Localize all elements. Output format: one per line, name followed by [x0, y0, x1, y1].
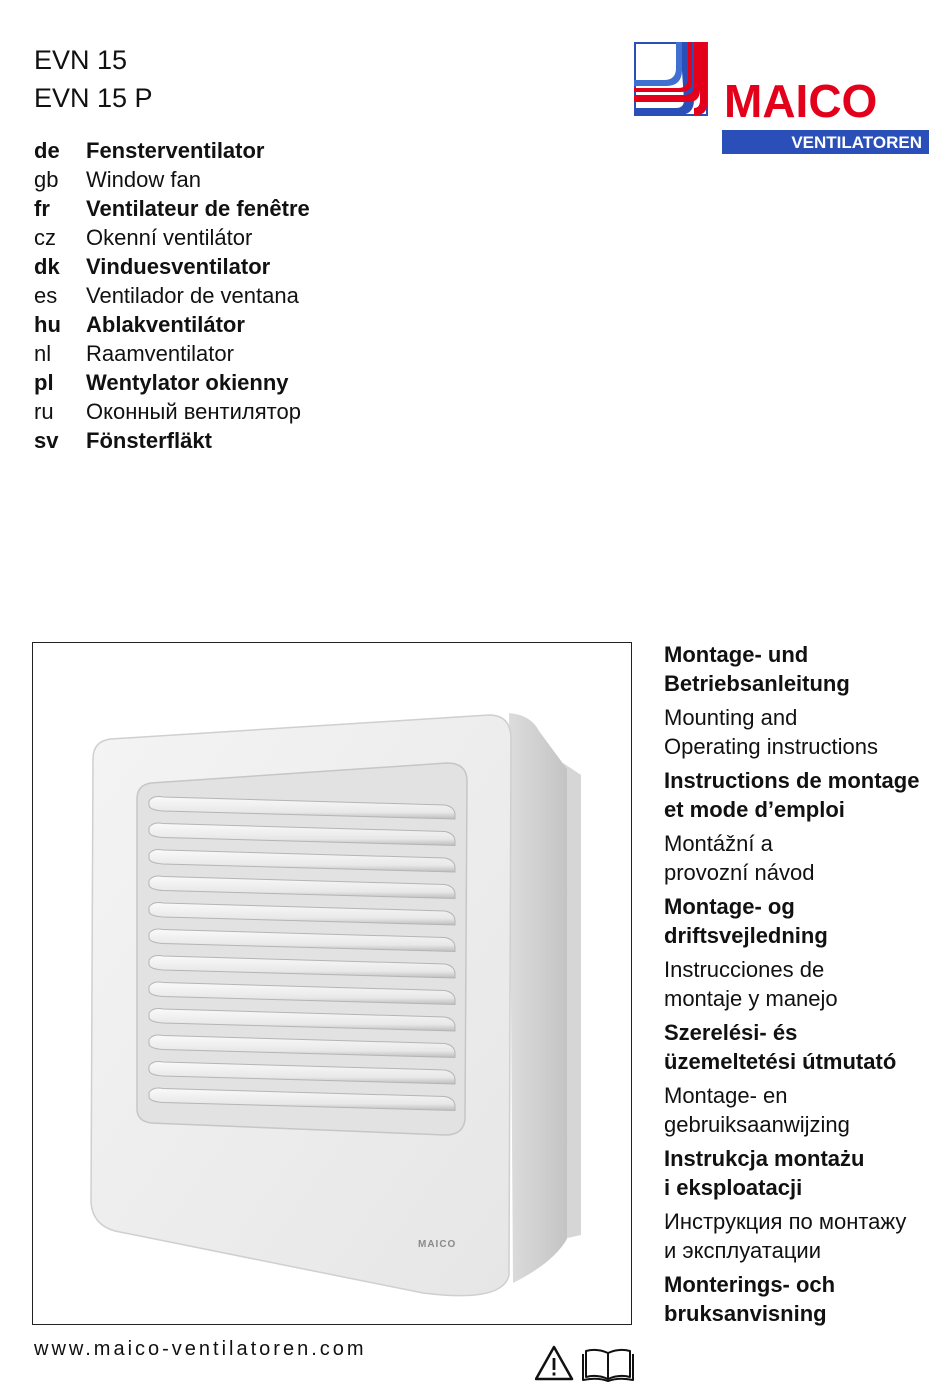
language-name: Ablakventilátor [86, 312, 245, 337]
language-row-es [34, 281, 310, 310]
language-name: Window fan [86, 167, 201, 192]
language-code: nl [34, 341, 52, 366]
language-row-nl [34, 339, 310, 368]
language-name: Ventilateur de fenêtre [86, 196, 310, 221]
language-code: sv [34, 428, 59, 453]
language-name: Оконный вентилятор [86, 399, 301, 424]
instruction-title-dk: Montage- og driftsvejledning [664, 894, 828, 948]
footer-icons [535, 1344, 635, 1384]
instruction-title-sv: Monterings- och bruksanvisning [664, 1272, 836, 1326]
instruction-title-hu: Szerelési- és üzemeltetési útmutató [664, 1020, 897, 1074]
instruction-title-cz: Montážní a provozní návod [664, 831, 815, 885]
instruction-title-es: Instrucciones de montaje y manejo [664, 957, 838, 1011]
language-name: Ventilador de ventana [86, 283, 299, 308]
language-name: Raamventilator [86, 341, 234, 366]
instruction-title-nl: Montage- en gebruiksaanwijzing [664, 1083, 850, 1137]
language-list [34, 136, 310, 455]
language-name: Fönsterfläkt [86, 428, 212, 453]
logo-brand-text: MAICO [724, 75, 878, 127]
logo-sub-text: VENTILATOREN [791, 133, 922, 152]
language-row-ru [34, 397, 310, 426]
language-row-dk [34, 252, 310, 281]
language-code: pl [34, 370, 54, 395]
language-code: fr [34, 196, 50, 221]
maico-logo [634, 42, 929, 157]
language-code: hu [34, 312, 61, 337]
product-brand-label: MAICO [418, 1239, 457, 1250]
language-code: es [34, 283, 58, 308]
instruction-title-gb: Mounting and Operating instructions [664, 705, 878, 759]
model-title-evn15: EVN 15 [34, 45, 128, 75]
instruction-title-de: Montage- und Betriebsanleitung [664, 642, 850, 696]
language-code: dk [34, 254, 60, 279]
instruction-title-ru: Инструкция по монтажу и эксплуатации [664, 1209, 907, 1263]
language-row-cz [34, 223, 310, 252]
language-name: Fensterventilator [86, 138, 265, 163]
warning-icon [536, 1347, 572, 1379]
model-title-evn15p: EVN 15 P [34, 83, 153, 113]
language-row-sv [34, 426, 310, 455]
language-code: cz [34, 225, 56, 250]
language-code: ru [34, 399, 54, 424]
language-row-fr [34, 194, 310, 223]
instruction-title-fr: Instructions de montage et mode d’emploi [664, 768, 920, 822]
language-name: Okenní ventilátor [86, 225, 253, 250]
language-code: gb [34, 167, 59, 192]
manual-book-icon [583, 1350, 633, 1381]
language-code: de [34, 138, 60, 163]
language-row-gb [34, 165, 310, 194]
product-image [32, 642, 632, 1325]
language-row-hu [34, 310, 310, 339]
website-link[interactable]: www.maico-ventilatoren.com [34, 1338, 367, 1360]
language-name: Vinduesventilator [86, 254, 271, 279]
language-row-pl [34, 368, 310, 397]
language-row-de [34, 136, 310, 165]
instruction-titles [664, 640, 944, 1333]
instruction-title-pl: Instrukcja montażu i eksploatacji [664, 1146, 865, 1200]
language-name: Wentylator okienny [86, 370, 289, 395]
window-fan-illustration [33, 643, 631, 1324]
